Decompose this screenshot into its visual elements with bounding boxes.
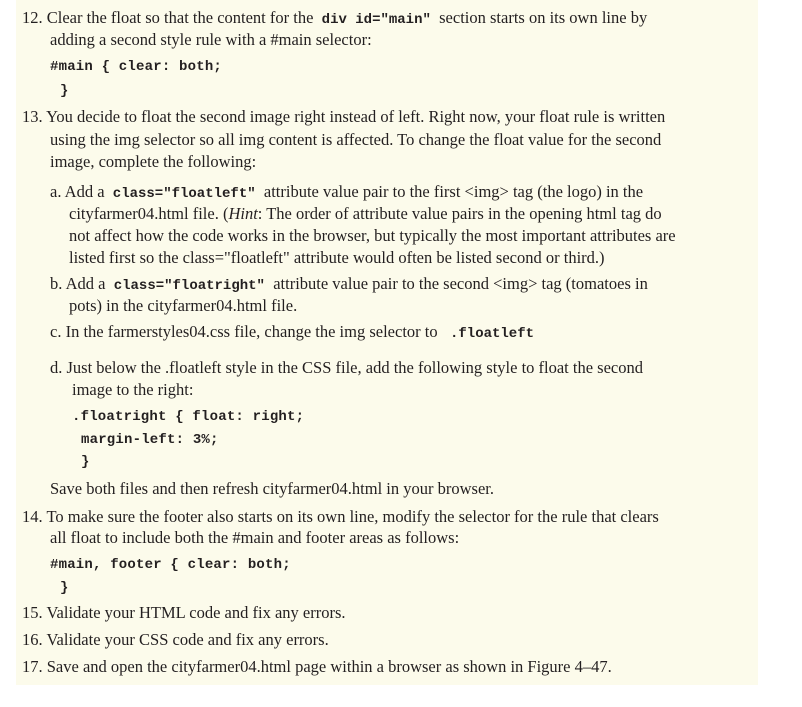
item-12-line-2: adding a second style rule with a #main selector: xyxy=(50,30,372,49)
sub-label: a. xyxy=(50,182,62,201)
item-number: 17. xyxy=(22,657,43,676)
item-13a-line-2: cityfarmer04.html file. (Hint: The order of attribute value pairs in the opening html tag do xyxy=(69,204,662,223)
item-13-line-2: using the img selector so all img content is affected. To change the float value for the second xyxy=(50,130,662,149)
item-number: 16. xyxy=(22,630,43,649)
item-13-line-1: 13. You decide to float the second image right instead of left. Right now, your float rule is written xyxy=(22,107,666,126)
inline-code: class="floatleft" xyxy=(112,186,256,202)
inline-code: class="floatright" xyxy=(113,278,265,294)
item-16: 16. Validate your CSS code and fix any errors. xyxy=(22,630,329,649)
item-13a-line-3: not affect how the code works in the browser, but typically the most important attributes are xyxy=(69,226,676,245)
code-line: margin-left: 3%; xyxy=(81,432,219,448)
item-14-line-1: 14. To make sure the footer also starts on its own line, modify the selector for the rule that clears xyxy=(22,507,659,526)
item-13a-line-1: a. Add a class="floatleft" attribute value pair to the first <img> tag (the logo) in the xyxy=(50,182,644,202)
item-12-line-1: 12. Clear the float so that the content for the div id="main" section starts on its own line by xyxy=(22,8,648,28)
code-line: } xyxy=(60,83,69,99)
item-number: 12. xyxy=(22,8,43,27)
sub-label: c. xyxy=(50,322,62,341)
inline-code: div id="main" xyxy=(321,12,431,28)
code-line: #main { clear: both; xyxy=(50,59,223,75)
save-note: Save both files and then refresh cityfarmer04.html in your browser. xyxy=(50,479,495,498)
item-13a-line-4: listed first so the class="floatleft" attribute would often be listed second or third.) xyxy=(69,248,605,267)
inline-code: .floatleft xyxy=(450,326,535,342)
item-number: 14. xyxy=(22,507,43,526)
hint-label: Hint xyxy=(228,204,258,223)
code-line: } xyxy=(60,580,69,596)
item-15: 15. Validate your HTML code and fix any errors. xyxy=(22,603,346,622)
sub-label: b. xyxy=(50,274,63,293)
code-line: } xyxy=(81,454,90,470)
code-line: #main, footer { clear: both; xyxy=(50,557,291,573)
item-number: 15. xyxy=(22,603,43,622)
item-14-line-2: all float to include both the #main and footer areas as follows: xyxy=(50,528,460,547)
sub-label: d. xyxy=(50,358,63,377)
item-13-line-3: image, complete the following: xyxy=(50,152,257,171)
item-13c-line-1: c. In the farmerstyles04.css file, change the img selector to .floatleft xyxy=(50,322,535,342)
item-13b-line-2: pots) in the cityfarmer04.html file. xyxy=(69,296,298,315)
item-13b-line-1: b. Add a class="floatright" attribute value pair to the second <img> tag (tomatoes in xyxy=(50,274,648,294)
code-line: .floatright { float: right; xyxy=(72,409,305,425)
item-17: 17. Save and open the cityfarmer04.html page within a browser as shown in Figure 4–47. xyxy=(22,657,612,676)
item-13d-line-2: image to the right: xyxy=(72,380,194,399)
item-number: 13. xyxy=(22,107,43,126)
item-13d-line-1: d. Just below the .floatleft style in the CSS file, add the following style to float the second xyxy=(50,358,643,377)
